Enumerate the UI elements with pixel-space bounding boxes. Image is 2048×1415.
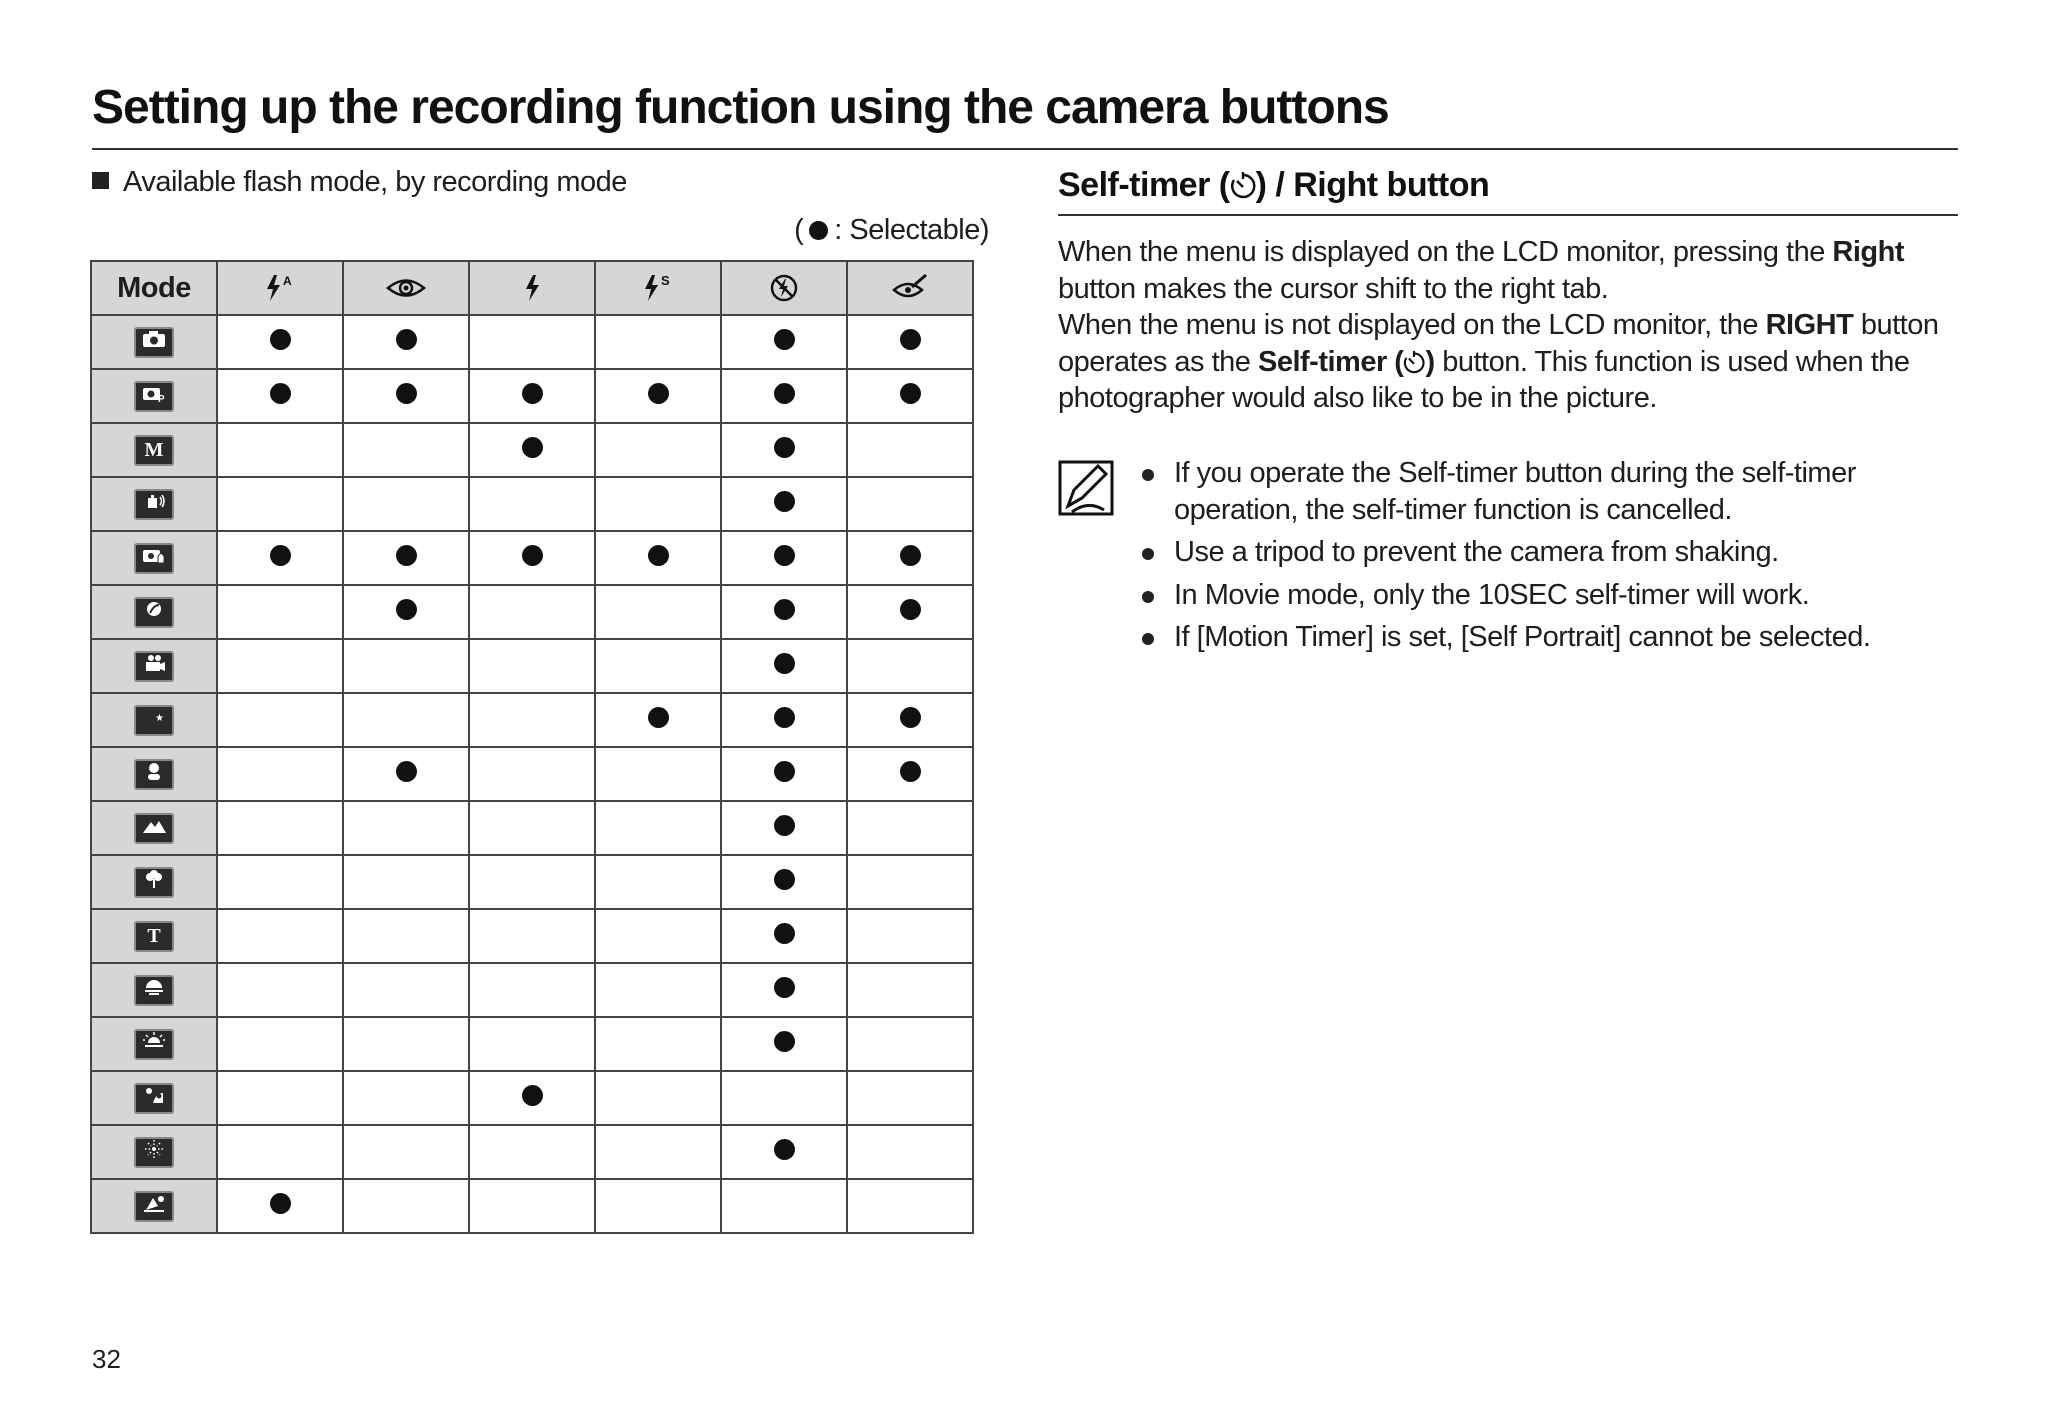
notes-list [1140,455,1970,662]
selectable-cell [721,1017,847,1071]
selectable-cell [343,1179,469,1233]
selectable-cell [847,855,973,909]
mode-cell [91,423,217,477]
table-row [91,1071,973,1125]
table-row [91,423,973,477]
table-row [91,693,973,747]
selectable-cell [469,585,595,639]
selectable-cell [595,531,721,585]
selectable-cell [595,1071,721,1125]
svg-text:S: S [661,273,670,288]
table-row [91,801,973,855]
selectable-cell [721,369,847,423]
svg-text:★: ★ [155,712,164,724]
svg-text:P: P [158,393,165,403]
mode-cell [91,531,217,585]
manual-icon: M [134,435,174,466]
program-icon [134,381,174,412]
selectable-cell [847,801,973,855]
selectable-cell [217,909,343,963]
selectable-cell [469,369,595,423]
note-pencil-icon [1058,460,1114,521]
flash-auto-icon [217,261,343,315]
night-icon [134,705,174,736]
table-row [91,747,973,801]
selectable-dot-icon [774,329,795,350]
backlight-icon [134,1083,174,1114]
selectable-cell [595,1017,721,1071]
table-row [91,855,973,909]
movie-icon [134,651,174,682]
selectable-cell [721,315,847,369]
beauty-shot-icon [134,597,174,628]
selectable-dot-icon [900,599,921,620]
beach-snow-icon [134,1191,174,1222]
selectable-cell [343,855,469,909]
landscape-icon [134,813,174,844]
selectable-cell [469,1125,595,1179]
square-bullet-icon [92,172,109,189]
flash-mode-caption [92,166,627,199]
selectable-dot-icon [774,761,795,782]
selectable-dot-icon [774,707,795,728]
selectable-cell [721,747,847,801]
mode-cell [91,855,217,909]
selectable-cell [343,1125,469,1179]
fireworks-icon [134,1137,174,1168]
selectable-cell [469,855,595,909]
selectable-cell [343,639,469,693]
mode-cell [91,1071,217,1125]
text-icon: T [134,921,174,952]
selectable-dot-icon [648,383,669,404]
selectable-cell [469,315,595,369]
table-row [91,963,973,1017]
selectable-cell [217,423,343,477]
selectable-cell [469,801,595,855]
selectable-dot-icon [774,653,795,674]
selectable-cell [469,1017,595,1071]
selectable-cell [343,369,469,423]
selectable-dot-icon [900,761,921,782]
selectable-cell [343,693,469,747]
page-number: 32 [92,1344,121,1374]
dis-icon [134,489,174,520]
selectable-dot-icon [648,707,669,728]
title-divider [92,148,1958,150]
note-item: Use a tripod to prevent the camera from shaking. [1140,534,1970,571]
selectable-cell [721,693,847,747]
photo-help-guide-icon [134,543,174,574]
selectable-cell [595,639,721,693]
selectable-cell [469,531,595,585]
self-timer-icon [1230,166,1256,204]
selectable-cell [721,909,847,963]
selectable-dot-icon [270,545,291,566]
selectable-cell [343,531,469,585]
selectable-cell [343,1017,469,1071]
selectable-cell [343,585,469,639]
red-eye-reduction-icon [343,261,469,315]
mode-cell [91,693,217,747]
selectable-dot-icon [774,437,795,458]
dawn-icon [134,1029,174,1060]
selectable-cell [847,1071,973,1125]
selectable-cell [847,963,973,1017]
selectable-dot-icon [396,329,417,350]
slow-sync-icon [595,261,721,315]
selectable-cell [595,693,721,747]
fill-in-flash-icon [469,261,595,315]
selectable-cell [217,1017,343,1071]
selectable-cell [847,477,973,531]
close-up-icon [134,867,174,898]
selectable-dot-icon [522,383,543,404]
selectable-cell [595,585,721,639]
selectable-cell [721,585,847,639]
selectable-cell [847,639,973,693]
selectable-cell [847,747,973,801]
selectable-cell [847,1125,973,1179]
table-row [91,369,973,423]
selectable-cell [847,423,973,477]
page-title: Setting up the recording function using the camera buttons [92,81,1389,134]
selectable-dot-icon [270,329,291,350]
selectable-cell [217,855,343,909]
selectable-dot-icon [522,545,543,566]
self-timer-icon [1403,346,1425,378]
selectable-cell [595,315,721,369]
selectable-dot-icon [396,599,417,620]
selectable-cell [217,585,343,639]
selectable-cell [217,693,343,747]
mode-cell [91,909,217,963]
selectable-cell [217,531,343,585]
selectable-dot-icon [774,491,795,512]
selectable-dot-icon [774,869,795,890]
sunset-icon [134,975,174,1006]
table-header-row [91,261,973,315]
selectable-dot-icon [774,923,795,944]
selectable-dot-icon [396,383,417,404]
selectable-cell [217,315,343,369]
selectable-cell [721,963,847,1017]
selectable-cell [721,639,847,693]
table-row [91,531,973,585]
selectable-cell [595,1179,721,1233]
selectable-cell [721,1071,847,1125]
selectable-cell [343,909,469,963]
selectable-cell [469,477,595,531]
selectable-dot-icon [774,545,795,566]
selectable-cell [217,1071,343,1125]
mode-cell [91,585,217,639]
table-row [91,477,973,531]
mode-cell [91,1125,217,1179]
mode-cell [91,639,217,693]
selectable-cell [847,315,973,369]
selectable-dot-icon [900,707,921,728]
selectable-cell [469,1071,595,1125]
selectable-cell [343,423,469,477]
paragraph-menu-displayed: When the menu is displayed on the LCD monitor, pressing the Right button makes the cursor shift to the right tab. [1058,236,1904,305]
selectable-cell [595,369,721,423]
note-item: If [Motion Timer] is set, [Self Portrait] cannot be selected. [1140,619,1970,656]
selectable-cell [217,801,343,855]
selectable-dot-icon [648,545,669,566]
table-row [91,909,973,963]
selectable-cell [217,477,343,531]
selectable-cell [343,1071,469,1125]
selectable-cell [217,1179,343,1233]
selectable-cell [721,423,847,477]
selectable-cell [469,747,595,801]
selectable-cell [721,1125,847,1179]
selectable-cell [721,477,847,531]
selectable-cell [343,477,469,531]
red-eye-fix-icon [847,261,973,315]
selectable-dot-icon [774,1139,795,1160]
selectable-cell [343,315,469,369]
selectable-cell [721,855,847,909]
flash-caption-text: Available flash mode, by recording mode [123,166,627,198]
selectable-dot-icon [900,383,921,404]
flash-off-icon [721,261,847,315]
flash-mode-table [90,260,974,1234]
selectable-cell [217,369,343,423]
selectable-cell [847,531,973,585]
selectable-cell [469,423,595,477]
selectable-dot-icon [774,383,795,404]
selectable-dot-icon [809,221,828,240]
selectable-cell [343,801,469,855]
selectable-cell [469,963,595,1017]
table-row [91,315,973,369]
selectable-cell [595,1125,721,1179]
selectable-cell [847,369,973,423]
selectable-cell [469,639,595,693]
selectable-cell [595,801,721,855]
mode-cell [91,1179,217,1233]
mode-column-header: Mode [91,261,217,315]
table-row [91,1125,973,1179]
selectable-dot-icon [774,977,795,998]
svg-text:A: A [283,274,292,288]
selectable-dot-icon [900,329,921,350]
paragraph-menu-not-displayed: When the menu is not displayed on the LCD monitor, the RIGHT button operates as the Self-timer ( ) button. This function is used when the photographer would also like to be in the picture. [1058,309,1939,414]
selectable-cell [595,423,721,477]
selectable-cell [217,639,343,693]
mode-cell [91,369,217,423]
selectable-cell [847,693,973,747]
selectable-dot-icon [270,1193,291,1214]
selectable-cell [847,585,973,639]
selectable-cell [595,909,721,963]
selectable-dot-icon [396,545,417,566]
mode-cell [91,315,217,369]
selectable-dot-icon [774,1031,795,1052]
selectable-cell [721,1179,847,1233]
selectable-legend: ( : Selectable) [794,214,989,246]
table-row [91,585,973,639]
selectable-cell [595,855,721,909]
note-item: In Movie mode, only the 10SEC self-timer will work. [1140,577,1970,614]
selectable-cell [217,1125,343,1179]
table-body [91,315,973,1233]
auto-camera-icon [134,327,174,358]
selectable-cell [343,963,469,1017]
note-item: If you operate the Self-timer button during the self-timer operation, the self-timer function is cancelled. [1140,455,1970,528]
table-row [91,1179,973,1233]
selectable-dot-icon [900,545,921,566]
mode-cell [91,963,217,1017]
self-timer-description [1058,234,1958,417]
section-divider [1058,214,1958,216]
table-row [91,1017,973,1071]
mode-cell [91,747,217,801]
selectable-cell [847,909,973,963]
selectable-dot-icon [774,599,795,620]
selectable-dot-icon [396,761,417,782]
selectable-cell [469,909,595,963]
selectable-cell [847,1179,973,1233]
selectable-cell [595,477,721,531]
selectable-cell [595,963,721,1017]
table-row [91,639,973,693]
section-title: Self-timer ( ) / Right button [1058,166,1490,204]
selectable-dot-icon [522,437,543,458]
selectable-cell [217,747,343,801]
selectable-cell [721,801,847,855]
mode-cell [91,801,217,855]
mode-cell [91,477,217,531]
selectable-dot-icon [270,383,291,404]
selectable-cell [595,747,721,801]
selectable-cell [721,531,847,585]
selectable-cell [847,1017,973,1071]
selectable-cell [469,693,595,747]
selectable-dot-icon [774,815,795,836]
selectable-cell [217,963,343,1017]
selectable-dot-icon [522,1085,543,1106]
portrait-icon [134,759,174,790]
selectable-cell [469,1179,595,1233]
mode-cell [91,1017,217,1071]
selectable-cell [343,747,469,801]
